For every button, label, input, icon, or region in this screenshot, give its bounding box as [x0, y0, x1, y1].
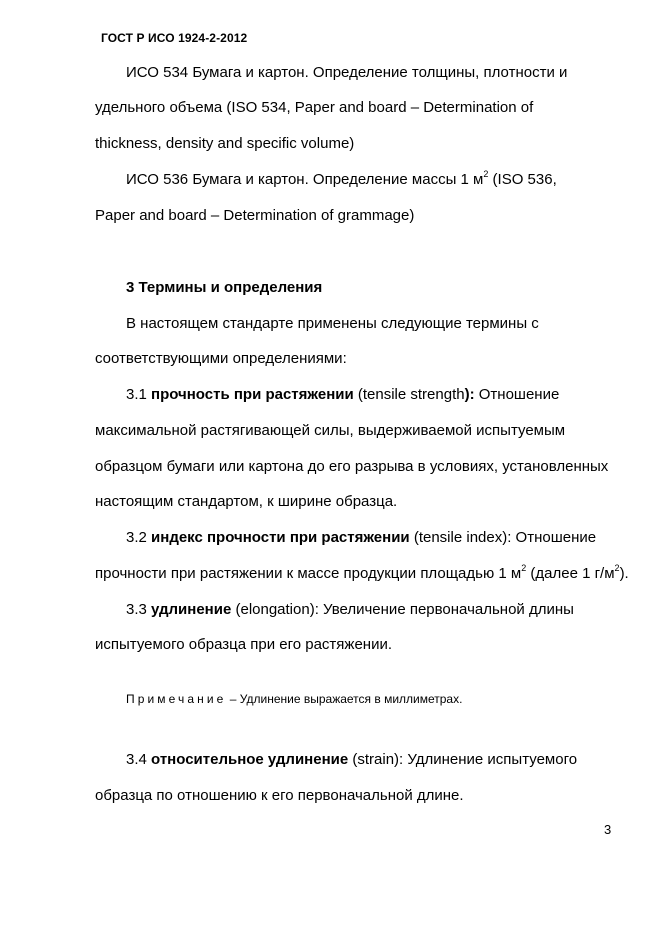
section-intro-line2: соответствующими определениями:: [95, 350, 347, 367]
term-definition: (elongation): Увеличение первоначальной длины: [231, 601, 574, 618]
term-definition: (tensile index): Отношение: [409, 529, 597, 546]
term-3-3-line1: [126, 601, 574, 619]
term-name: прочность при растяжении: [151, 386, 354, 403]
term-number: 3.2: [126, 529, 152, 546]
term-number: 3.4: [126, 751, 152, 768]
section-intro-line1: В настоящем стандарте применены следующие термины с: [126, 315, 539, 332]
note-text: – Удлинение выражается в миллиметрах.: [226, 692, 463, 706]
term-number: 3.1: [126, 386, 152, 403]
superscript-2: 2: [521, 563, 527, 573]
term-3-1-line4: настоящим стандартом, к ширине образца.: [95, 493, 398, 510]
term-name: относительное удлинение: [151, 751, 349, 768]
note-label: Примечание: [126, 692, 227, 706]
term-3-1-line3: образцом бумаги или картона до его разрыва в условиях, установленных: [95, 458, 609, 475]
term-3-1-line2: максимальной растягивающей силы, выдерживаемой испытуемым: [95, 422, 566, 439]
reference-iso536-text: ИСО 536 Бумага и картон. Определение массы 1 м: [126, 171, 484, 188]
superscript-2: 2: [483, 169, 489, 179]
section-heading: 3 Термины и определения: [126, 279, 323, 296]
term-definition: (strain): Удлинение испытуемого: [348, 751, 578, 768]
term-definition: Отношение: [474, 386, 560, 403]
term-name: индекс прочности при растяжении: [151, 529, 410, 546]
reference-iso534-line1: ИСО 534 Бумага и картон. Определение толщины, плотности и: [126, 64, 568, 81]
term-colon: ):: [464, 386, 475, 403]
term-3-3-line2: испытуемого образца при его растяжении.: [95, 636, 392, 653]
reference-iso534-line3: thickness, density and specific volume): [95, 135, 355, 152]
term-3-2-line2: [95, 565, 629, 583]
term-definition-part: (далее 1 г/м: [526, 565, 615, 582]
term-english: (tensile strength: [353, 386, 465, 403]
note: [126, 692, 462, 707]
term-3-4-line1: [126, 751, 577, 769]
term-number: 3.3: [126, 601, 152, 618]
superscript-2: 2: [614, 563, 620, 573]
reference-iso536-line2: Paper and board – Determination of grammage): [95, 207, 415, 224]
term-3-1-line1: [126, 386, 559, 404]
reference-iso534-line2: удельного объема (ISO 534, Paper and board – Determination of: [95, 99, 534, 116]
document-header: ГОСТ Р ИСО 1924-2-2012: [101, 31, 248, 45]
term-3-4-line2: образца по отношению к его первоначальной длине.: [95, 787, 464, 804]
term-name: удлинение: [151, 601, 232, 618]
reference-iso536-line1: [126, 171, 557, 189]
reference-iso536-code: (ISO 536,: [488, 171, 557, 188]
term-3-2-line1: [126, 529, 596, 547]
page-number: 3: [604, 822, 612, 837]
term-definition-part: прочности при растяжении к массе продукции площадью 1 м: [95, 565, 522, 582]
term-definition-part: ).: [619, 565, 629, 582]
